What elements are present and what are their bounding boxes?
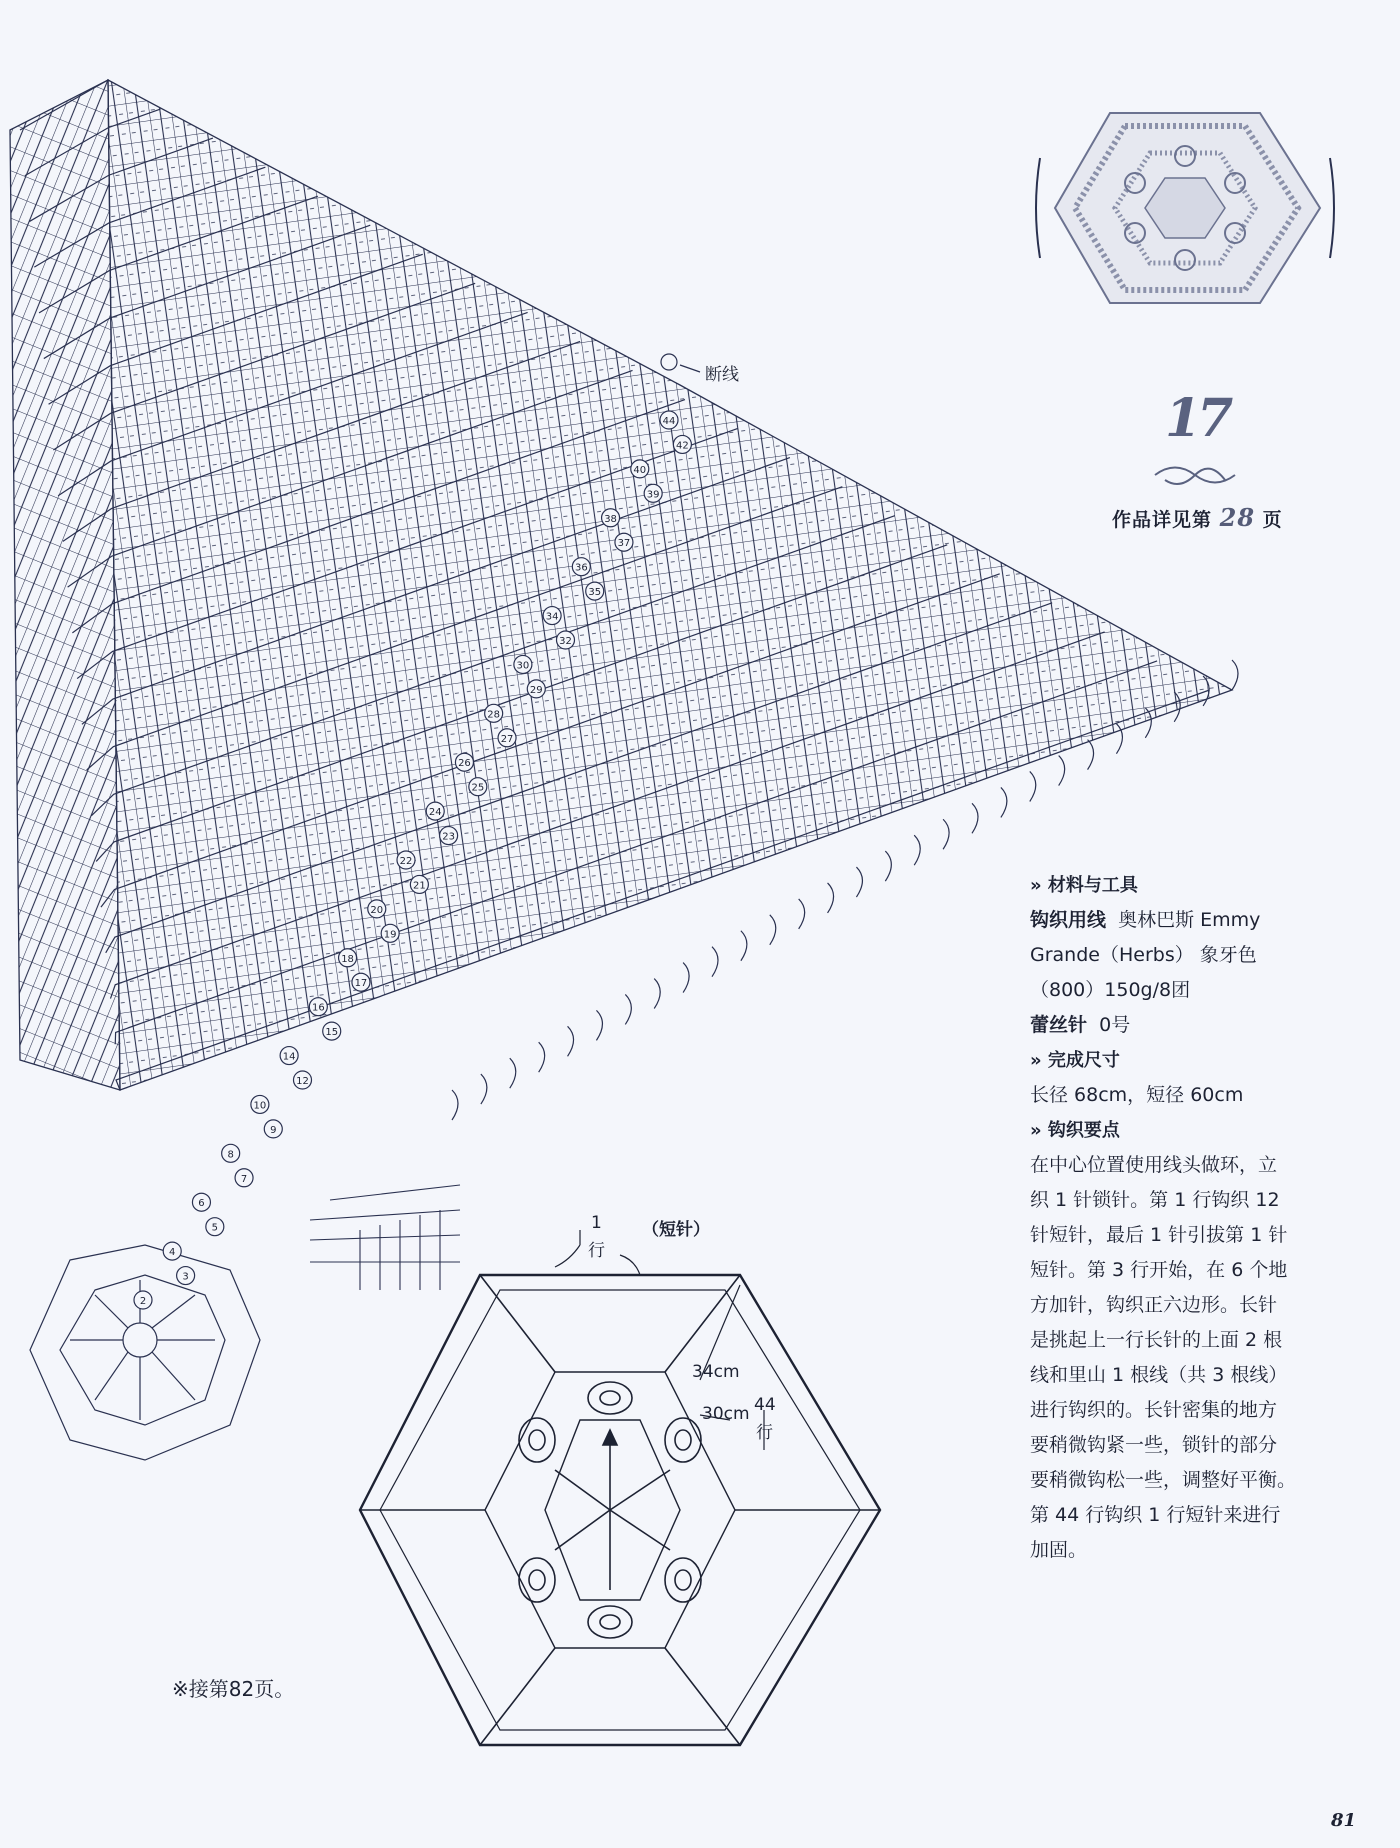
scallop [1059,756,1065,786]
row-marker [264,1120,282,1138]
tips-text [1030,1148,1345,1568]
row-marker-unit: 行 [588,1241,605,1261]
scallop [539,1042,545,1072]
break-line-marker [661,354,700,372]
row-marker [557,631,575,649]
row-marker [426,802,444,820]
row-marker-label: 18 [341,953,354,965]
row-marker-label: 27 [500,733,514,745]
yarn-value: 奥林巴斯 Emmy [1118,909,1261,931]
row-marker [631,460,649,478]
row-marker [485,704,503,722]
row-marker-label: 25 [471,782,485,794]
rows-unit: 行 [756,1423,773,1443]
scallop [625,994,631,1024]
row-marker-label: 24 [428,807,442,819]
size-heading: » 完成尺寸 [1030,1050,1120,1071]
see-page-note [1112,503,1283,532]
row-marker-label: 34 [545,611,559,623]
row-marker-label: 30 [516,660,530,672]
tips-line: 第 44 行钩织 1 行短针来进行 [1030,1504,1281,1526]
hook-label: 蕾丝针 [1030,1014,1088,1036]
see-page-number: 28 [1219,503,1256,532]
tips-line: 织 1 针锁针。第 1 行钩织 12 [1030,1189,1280,1211]
row-marker-label: 36 [574,562,588,574]
tips-line: 在中心位置使用线头做环，立 [1030,1154,1278,1176]
scallop [741,931,747,961]
row-marker-label: 8 [227,1149,234,1161]
rows-count: 44 [754,1395,776,1415]
scallop [481,1074,487,1104]
break-line-label: 断线 [705,365,739,385]
continued-note: ※接第82页。 [172,1677,295,1701]
row-marker [514,655,532,673]
row-marker [615,533,633,551]
row-marker-label: 32 [559,636,572,647]
scallop [972,803,978,833]
row-marker [586,582,604,600]
scallop [654,979,660,1009]
tips-line: 针短针，最后 1 针引拔第 1 针 [1030,1224,1288,1246]
row-marker [352,973,370,991]
tips-line: 进行钩织的。长针密集的地方 [1030,1399,1278,1421]
row-marker-label: 6 [198,1198,205,1210]
corner-wedge [310,1185,460,1290]
scallop [885,851,891,881]
row-marker-label: 38 [604,513,617,525]
row-marker-label: 12 [296,1076,309,1087]
row-marker-number: 1 [591,1213,602,1233]
row-marker [644,484,662,502]
row-marker-label: 40 [633,464,647,476]
row-marker [527,680,545,698]
scallop [596,1010,602,1040]
row-marker-label: 17 [354,978,368,990]
scallop [510,1058,516,1088]
row-marker-label: 16 [311,1002,325,1014]
row-marker-label: 10 [253,1100,267,1112]
scallop [1001,787,1007,817]
hook-line [1030,1008,1345,1043]
row-marker [410,875,428,893]
row-marker-label: 9 [270,1124,277,1136]
row-marker [280,1047,298,1065]
row-marker [469,778,487,796]
row-marker [251,1095,269,1113]
dimension-inner: 30cm [702,1404,750,1424]
scallop [1088,740,1094,770]
row-marker [498,729,516,747]
row-marker-label: 15 [325,1027,339,1039]
tips-line: 要稍微钩紧一些，锁针的部分 [1030,1434,1278,1456]
yarn-line2: Grande（Herbs） 象牙色 [1030,944,1257,966]
scallop [943,819,949,849]
product-number: 17 [1165,388,1230,449]
schematic-hexagon [360,1230,880,1745]
row-marker [455,753,473,771]
row-marker [192,1193,210,1211]
scallop [683,963,689,993]
row-marker [397,851,415,869]
row-marker-label: 26 [458,758,471,770]
row-marker-label: 42 [676,440,689,452]
row-marker [660,411,678,429]
scallop [914,835,920,865]
scallop [799,899,805,929]
scallop [712,947,718,977]
row-marker [323,1022,341,1040]
stitch-label: （短针） [642,1220,710,1240]
row-marker [309,998,327,1016]
scallop [452,1090,458,1120]
size-text: 长径 68cm，短径 60cm [1030,1084,1244,1106]
row-marker-label: 21 [413,880,426,892]
page-number: 81 [1331,1810,1357,1831]
row-marker-label: 2 [139,1296,147,1307]
row-marker [339,949,357,967]
scallop [856,867,862,897]
row-marker-label: 4 [169,1247,176,1259]
tips-line: 要稍微钩松一些，调整好平衡。 [1030,1469,1297,1491]
tips-heading: » 钩织要点 [1030,1120,1120,1141]
tips-line: 方加针，钩织正六边形。长针 [1030,1294,1278,1316]
tips-line: 短针。第 3 行开始，在 6 个地 [1030,1259,1288,1281]
row-marker-label: 19 [383,929,397,941]
tips-line: 线和里山 1 根线（共 3 根线） [1030,1364,1288,1386]
row-marker-label: 3 [182,1271,189,1283]
row-marker [368,900,386,918]
yarn-line3: （800）150g/8团 [1030,979,1191,1001]
scallop [770,915,776,945]
row-marker-label: 7 [240,1173,248,1185]
yarn-line1 [1030,903,1345,938]
row-marker-label: 5 [211,1222,219,1234]
row-marker [163,1242,181,1260]
tips-line: 是挑起上一行长针的上面 2 根 [1030,1329,1283,1351]
scallop [568,1026,574,1056]
materials-heading: » 材料与工具 [1030,875,1138,896]
row-marker-label: 37 [617,538,631,550]
see-page-prefix: 作品详见第 [1112,509,1213,531]
row-marker [572,558,590,576]
dimension-outer: 34cm [692,1362,740,1382]
scallop [1030,771,1036,801]
row-marker-label: 29 [529,684,543,696]
row-marker-label: 44 [662,416,676,427]
row-marker-label: 22 [399,856,413,867]
row-marker [235,1169,253,1187]
decorative-flourish [1150,455,1240,495]
yarn-label: 钩织用线 [1030,909,1107,931]
tips-line: 加固。 [1030,1539,1088,1561]
row-marker-label: 20 [370,904,384,916]
row-marker [543,607,561,625]
row-marker [222,1144,240,1162]
scallop [1232,660,1238,690]
row-marker [602,509,620,527]
row-marker [673,435,691,453]
finished-doily-photo [1030,108,1340,308]
row-marker [206,1218,224,1236]
scallop [828,883,834,913]
info-panel [1030,868,1345,1568]
center-motif [30,1245,260,1460]
row-marker-label: 14 [282,1051,296,1063]
row-marker-label: 23 [442,831,455,843]
row-marker-label: 28 [487,709,501,721]
row-marker [381,924,399,942]
row-marker-label: 35 [588,587,602,599]
row-marker-label: 39 [646,489,660,501]
row-marker [440,827,458,845]
row-marker [294,1071,312,1089]
see-page-suffix: 页 [1262,509,1283,531]
row-marker [177,1267,195,1285]
row-marker [134,1291,152,1309]
chart-wedge-left [10,80,120,1090]
hook-value: 0号 [1099,1014,1131,1036]
